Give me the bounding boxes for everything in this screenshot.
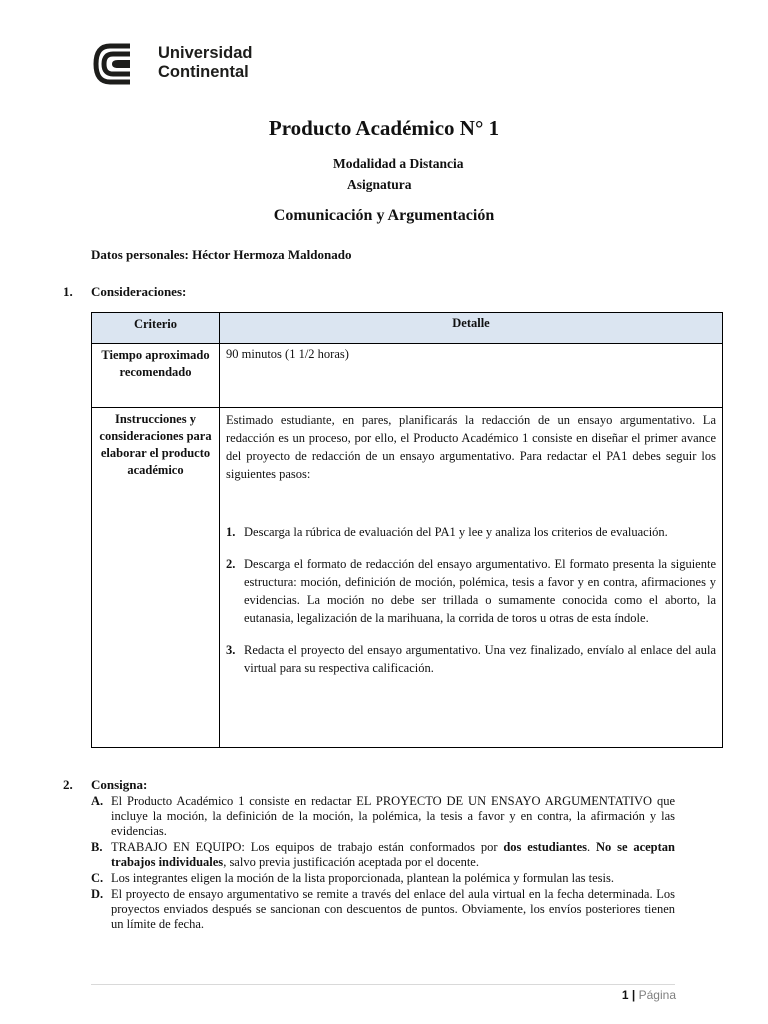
section-1-title: Consideraciones: [91, 284, 187, 299]
page-label: Página [638, 988, 676, 1002]
item-text-part: TRABAJO EN EQUIPO: Los equipos de trabajo están conformados por [111, 840, 504, 854]
step-number: 3. [226, 643, 236, 657]
header-criterio: Criterio [92, 313, 220, 344]
list-item [226, 523, 716, 541]
step-number: 2. [226, 557, 236, 571]
instructions-intro: Estimado estudiante, en pares, planificarás la redacción de un ensayo argumentativo. La redacción es un proceso, por ello, el Producto Académico 1 consiste en diseñar el primer avance del proyecto de redacción de un ensayo argumentativo. Para redactar el PA1 debes seguir los siguientes pasos: [226, 413, 716, 481]
footer-divider [91, 984, 675, 985]
row1-criterio: Tiempo aproximado recomendado [92, 344, 220, 408]
logo-mark-icon [92, 42, 150, 86]
item-text: El Producto Académico 1 consiste en redactar EL PROYECTO DE UN ENSAYO ARGUMENTATIVO que incluye la moción, la definición de la moción, la polémica, la tesis a favor y en contra, la afirmación y las evidencias. [111, 794, 675, 838]
table-row [92, 408, 723, 748]
row1-detalle: 90 minutos (1 1/2 horas) [220, 344, 723, 408]
modalidad: Modalidad a Distancia [333, 156, 464, 171]
row2-detalle [220, 408, 723, 748]
step-text: Descarga el formato de redacción del ensayo argumentativo. El formato presenta la siguiente estructura: moción, definición de moción, polémica, tesis a favor y en contra, afirmaciones y evidencias. La moción no debe ser trillada o sumamente conocida como el aborto, la eutanasia, legalización de la marihuana, la corrida de toros u otras de esta índole. [244, 557, 716, 625]
item-text-part: . [587, 840, 596, 854]
steps-list [226, 523, 716, 677]
section-1-heading [63, 284, 186, 300]
list-item [226, 555, 716, 627]
item-letter: A. [91, 794, 104, 808]
item-letter: B. [91, 840, 103, 854]
step-text: Redacta el proyecto del ensayo argumentativo. Una vez finalizado, envíalo al enlace del aula virtual para su respectiva calificación. [244, 643, 716, 675]
list-item [226, 641, 716, 677]
item-letter: D. [91, 887, 104, 901]
item-text: Los integrantes eligen la moción de la lista proporcionada, plantean la polémica y formulan las tesis. [111, 871, 614, 885]
page-title: Producto Académico N° 1 [268, 116, 500, 140]
asignatura-label: Asignatura [347, 177, 412, 192]
item-text-bold: dos estudiantes [503, 840, 587, 854]
section-2-heading [63, 777, 147, 793]
item-letter: C. [91, 871, 104, 885]
table-row [92, 344, 723, 408]
step-text: Descarga la rúbrica de evaluación del PA1 y lee y analiza los criterios de evaluación. [244, 525, 668, 539]
item-text: El proyecto de ensayo argumentativo se remite a través del enlace del aula virtual en la fecha determinada. Los proyectos enviados después se sancionan con descuentos de puntos. Obviamente, los envíos posteriores tienen un límite de fecha. [111, 887, 675, 931]
list-item [91, 840, 675, 870]
consigna-list [91, 794, 675, 933]
logo-line-2: Continental [158, 63, 249, 81]
subject-title: Comunicación y Argumentación [273, 207, 495, 224]
list-item [91, 794, 675, 839]
footer-separator: | [628, 988, 639, 1002]
considerations-table [91, 312, 723, 748]
item-text-part: , salvo previa justificación aceptada por el docente. [223, 855, 479, 869]
list-item [91, 887, 675, 932]
item-text-bold: No se aceptan trabajos individuales [111, 840, 675, 869]
section-2-number: 2. [63, 777, 73, 792]
datos-personales: Datos personales: Héctor Hermoza Maldonado [91, 247, 352, 262]
section-1-number: 1. [63, 284, 73, 299]
list-item [91, 871, 675, 886]
section-2-title: Consigna: [91, 777, 148, 792]
logo-line-1: Universidad [158, 44, 253, 62]
step-number: 1. [226, 525, 236, 539]
table-header-row [92, 313, 723, 344]
row2-criterio: Instrucciones y consideraciones para elaborar el producto académico [92, 408, 220, 748]
page-footer [622, 988, 676, 1002]
page-number: 1 [621, 988, 629, 1002]
header-detalle: Detalle [220, 313, 723, 344]
university-logo [92, 42, 262, 86]
item-text [111, 840, 675, 870]
